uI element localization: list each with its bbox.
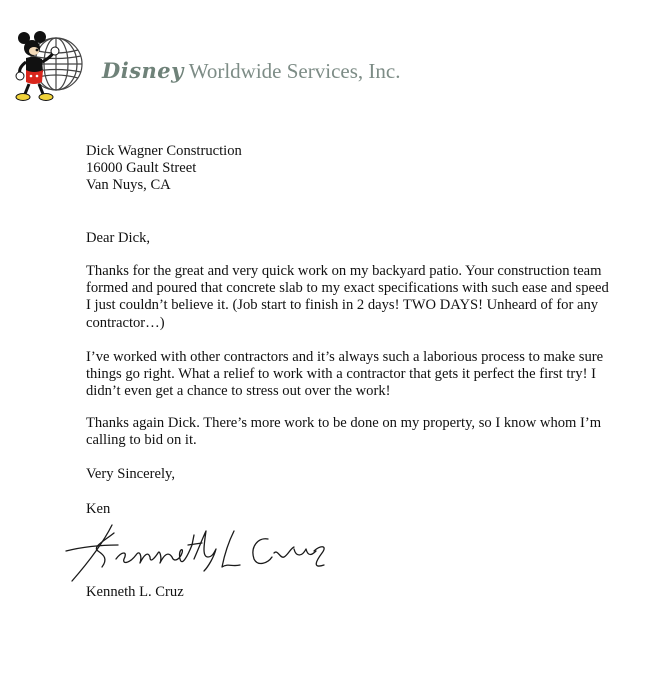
paragraph-line: contractor…) xyxy=(86,314,165,331)
paragraph-line: didn’t even get a chance to stress out over the work! xyxy=(86,383,391,400)
paragraph-line: Thanks for the great and very quick work on my backyard patio. Your construction team xyxy=(86,263,602,279)
signoff-first-name: Ken xyxy=(86,501,111,517)
company-name xyxy=(102,58,400,84)
letterhead xyxy=(12,28,432,108)
recipient-line: 16000 Gault Street xyxy=(86,160,197,177)
recipient-address xyxy=(86,143,626,195)
paragraph-2 xyxy=(86,349,626,401)
paragraph-line: calling to bid on it. xyxy=(86,432,197,449)
paragraph-line: formed and poured that concrete slab to my exact specifications with such ease and speed xyxy=(86,280,609,297)
recipient-line: Van Nuys, CA xyxy=(86,177,171,194)
salutation: Dear Dick, xyxy=(86,230,151,246)
handwritten-signature xyxy=(62,515,332,590)
signer-name: Kenneth L. Cruz xyxy=(86,584,184,600)
closing: Very Sincerely, xyxy=(86,466,176,482)
recipient-line: Dick Wagner Construction xyxy=(86,143,242,159)
paragraph-line: Thanks again Dick. There’s more work to be done on my property, so I know whom I’m xyxy=(86,415,602,431)
paragraph-3 xyxy=(86,415,626,449)
mickey-globe-logo-icon xyxy=(12,28,92,108)
paragraph-line: I’ve worked with other contractors and it’s always such a laborious process to make sure xyxy=(86,349,604,365)
brand-disney-wordmark: Disney xyxy=(102,58,184,83)
paragraph-line: things go right. What a relief to work with a contractor that gets it perfect the first try! I xyxy=(86,366,596,383)
paragraph-1 xyxy=(86,263,626,332)
paragraph-line: I just couldn’t believe it. (Job start to finish in 2 days! TWO DAYS! Unheard of for any xyxy=(86,297,599,314)
brand-rest: Worldwide Services, Inc. xyxy=(183,59,401,83)
